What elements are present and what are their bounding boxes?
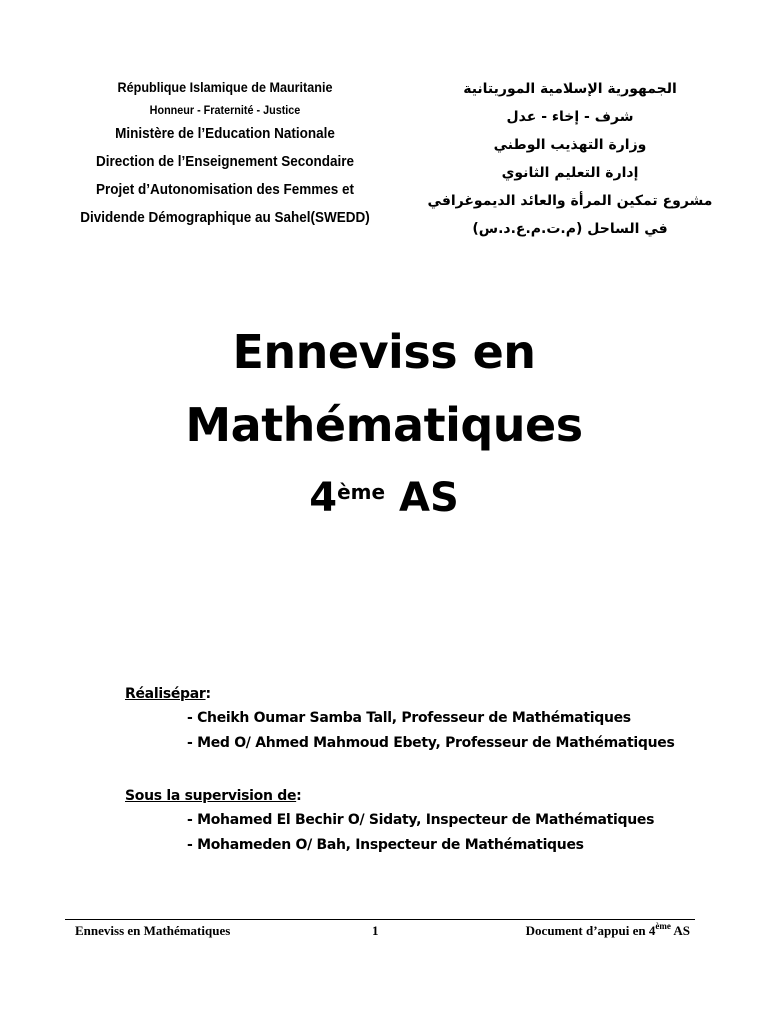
supervision-heading-colon: : [296, 788, 302, 804]
title-level-number: 4 [309, 475, 338, 521]
title-line2: Mathématiques [185, 398, 583, 452]
header-motto-fr: Honneur - Fraternité - Justice [149, 103, 301, 117]
footer-divider [65, 919, 695, 920]
supervisor-1: - Mohamed El Bechir O/ Sidaty, Inspecteur de Mathématiques [187, 812, 655, 828]
footer-right-suffix: AS [670, 923, 690, 938]
footer-title: Enneviss en Mathématiques [75, 923, 231, 938]
title-level-sup: ème [337, 480, 386, 504]
header-direction-ar: إدارة التعليم الثانوي [501, 165, 639, 181]
header-right-arabic [420, 80, 720, 248]
header-project-line2-ar: في الساحل (م.ت.م.ع.د.س) [472, 221, 668, 237]
author-1: - Cheikh Oumar Samba Tall, Professeur de Mathématiques [187, 710, 631, 726]
footer-right-prefix: Document d’appui en 4 [525, 923, 656, 938]
footer-page-number: 1 [372, 923, 379, 938]
header-project-line1-fr: Projet d’Autonomisation des Femmes et [95, 181, 355, 198]
header-direction-fr: Direction de l’Enseignement Secondaire [95, 153, 355, 170]
header-republic-fr: République Islamique de Mauritanie [117, 79, 333, 95]
header-motto-ar: شرف - إخاء - عدل [506, 109, 634, 125]
header-ministry-ar: وزارة التهذيب الوطني [493, 137, 647, 153]
authors-heading [125, 682, 745, 706]
title-level [0, 470, 768, 526]
page-footer [75, 923, 690, 943]
header-republic-ar: الجمهورية الإسلامية الموريتانية [463, 81, 677, 97]
authors-heading-colon: : [205, 686, 211, 702]
supervision-heading [125, 784, 745, 808]
header-ministry-fr: Ministère de l’Education Nationale [115, 125, 335, 142]
header-project-line2-fr: Dividende Démographique au Sahel(SWEDD) [80, 209, 370, 226]
authors-heading-label: Réalisépar [125, 686, 206, 702]
title-line1: Enneviss en [232, 325, 536, 379]
header-project-line1-ar: مشروع تمكين المرأة والعائد الديموغرافي [427, 193, 713, 209]
supervision-heading-label: Sous la supervision de [125, 788, 297, 804]
footer-document-label [526, 923, 690, 939]
supervisor-2: - Mohameden O/ Bah, Inspecteur de Mathématiques [187, 837, 584, 853]
author-2: - Med O/ Ahmed Mahmoud Ebety, Professeur de Mathématiques [187, 735, 675, 751]
header-left-french [77, 78, 374, 236]
footer-right-sup: ème [655, 921, 671, 931]
credits-section [125, 682, 745, 858]
title-level-suffix: AS [398, 475, 459, 521]
